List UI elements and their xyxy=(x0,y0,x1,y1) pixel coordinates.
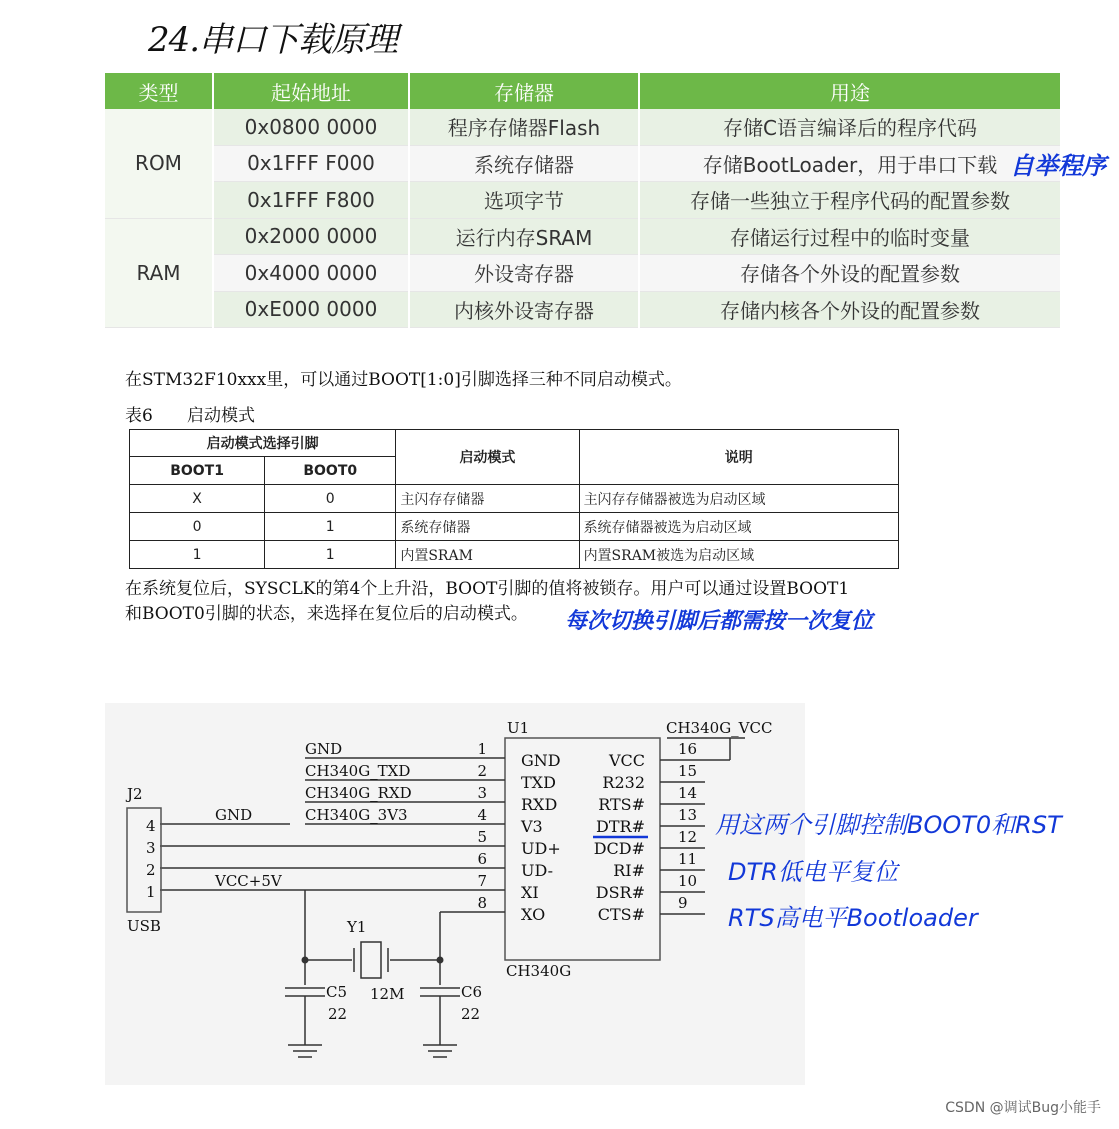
mem-cell: 外设寄存器 xyxy=(409,255,639,292)
header-usage: 用途 xyxy=(639,73,1061,109)
header-type: 类型 xyxy=(105,73,213,109)
pin-name: UD+ xyxy=(521,839,561,858)
pin-num: 6 xyxy=(477,850,487,868)
vcc-net-label: CH340G_VCC xyxy=(666,719,773,737)
rom-cell: ROM xyxy=(105,109,213,218)
net-rxd: CH340G_RXD xyxy=(305,784,412,802)
boot0-cell: 0 xyxy=(265,485,396,513)
j2-pin: 2 xyxy=(146,861,156,879)
use-cell: 存储C语言编译后的程序代码 xyxy=(639,109,1061,145)
addr-cell: 0xE000 0000 xyxy=(213,291,409,328)
pin-name: CTS# xyxy=(597,905,645,924)
after-text-line1: 在系统复位后，SYSCLK的第4个上升沿，BOOT引脚的值将被锁存。用户可以通过设置BOOT1 xyxy=(125,579,850,599)
header-boot0: BOOT0 xyxy=(265,457,396,485)
ram-cell: RAM xyxy=(105,218,213,328)
pin-num: 8 xyxy=(477,894,487,912)
bootloader-note: 自举程序 xyxy=(1010,152,1106,180)
pin-num: 14 xyxy=(678,784,698,802)
y1-value: 12M xyxy=(370,985,405,1003)
pin-name: RXD xyxy=(521,795,558,814)
pin-num: 11 xyxy=(678,850,698,868)
left-pin-lines xyxy=(160,758,505,912)
pin-name: XI xyxy=(521,883,539,902)
pin-name: DTR# xyxy=(596,817,645,836)
use-cell: 存储一些独立于程序代码的配置参数 xyxy=(639,182,1061,219)
pin-name: VCC xyxy=(608,751,645,770)
crystal-circuit xyxy=(285,890,460,1057)
use-cell: 存储BootLoader，用于串口下载 xyxy=(639,145,1061,182)
u1-label: U1 xyxy=(507,719,530,737)
net-gnd: GND xyxy=(305,740,343,758)
pin-num: 7 xyxy=(477,872,487,890)
mem-cell: 程序存储器Flash xyxy=(409,109,639,145)
addr-cell: 0x0800 0000 xyxy=(213,109,409,145)
addr-cell: 0x2000 0000 xyxy=(213,218,409,255)
mode-cell: 主闪存存储器 xyxy=(396,485,579,513)
table-caption-title: 启动模式 xyxy=(187,406,255,426)
annotation-rts: RTS高电平Bootloader xyxy=(728,904,978,932)
header-address: 起始地址 xyxy=(213,73,409,109)
mode-cell: 系统存储器 xyxy=(396,513,579,541)
pin-name: R232 xyxy=(602,773,645,792)
boot1-cell: X xyxy=(130,485,265,513)
pin-name: RI# xyxy=(613,861,645,880)
chip-name-label: CH340G xyxy=(506,962,572,980)
pin-num: 15 xyxy=(678,762,698,780)
after-text-line2: 和BOOT0引脚的状态，来选择在复位后的启动模式。 xyxy=(125,604,528,624)
pin-name: GND xyxy=(521,751,561,770)
j2-vcc-label: VCC+5V xyxy=(215,872,282,890)
use-cell: 存储内核各个外设的配置参数 xyxy=(639,291,1061,328)
pin-num: 16 xyxy=(678,740,698,758)
net-txd: CH340G_TXD xyxy=(305,762,411,780)
c5-value: 22 xyxy=(328,1005,348,1023)
pin-name: UD- xyxy=(521,861,554,880)
annotation-dtr: DTR低电平复位 xyxy=(728,858,898,886)
reset-note: 每次切换引脚后都需按一次复位 xyxy=(565,609,874,634)
mode-cell: 内置SRAM xyxy=(396,541,579,569)
pin-num: 3 xyxy=(477,784,487,802)
c6-label: C6 xyxy=(461,983,483,1001)
c5-label: C5 xyxy=(326,983,348,1001)
j2-gnd-label: GND xyxy=(215,806,253,824)
j2-connector xyxy=(127,808,161,912)
mem-cell: 选项字节 xyxy=(409,182,639,219)
intro-text: 在STM32F10xxx里，可以通过BOOT[1:0]引脚选择三种不同启动模式。 xyxy=(125,370,682,390)
boot0-cell: 1 xyxy=(265,541,396,569)
j2-pin: 3 xyxy=(146,839,156,857)
pin-num: 4 xyxy=(477,806,487,824)
mem-cell: 运行内存SRAM xyxy=(409,218,639,255)
desc-cell: 系统存储器被选为启动区域 xyxy=(579,513,898,541)
header-boot-pins: 启动模式选择引脚 xyxy=(130,430,396,457)
header-memory: 存储器 xyxy=(409,73,639,109)
j2-label: J2 xyxy=(127,785,143,803)
pin-name: V3 xyxy=(521,817,543,836)
header-boot-desc: 说明 xyxy=(579,430,898,485)
pin-num: 1 xyxy=(477,740,487,758)
header-boot-mode: 启动模式 xyxy=(396,430,579,485)
annotation-pins: 用这两个引脚控制BOOT0和RST xyxy=(715,811,1062,839)
y1-label: Y1 xyxy=(347,918,367,936)
pin-name: TXD xyxy=(521,773,556,792)
pin-num: 9 xyxy=(678,894,688,912)
addr-cell: 0x1FFF F000 xyxy=(213,145,409,182)
net-3v3: CH340G_3V3 xyxy=(305,806,408,824)
desc-cell: 主闪存存储器被选为启动区域 xyxy=(579,485,898,513)
pin-num: 10 xyxy=(678,872,698,890)
pin-name: DCD# xyxy=(593,839,645,858)
addr-cell: 0x4000 0000 xyxy=(213,255,409,292)
header-boot1: BOOT1 xyxy=(130,457,265,485)
page-heading: 24.串口下载原理 xyxy=(148,20,398,60)
boot1-cell: 1 xyxy=(130,541,265,569)
boot1-cell: 0 xyxy=(130,513,265,541)
pin-name: XO xyxy=(521,905,546,924)
j2-pin: 4 xyxy=(146,817,156,835)
pin-name: DSR# xyxy=(595,883,645,902)
pin-num: 5 xyxy=(477,828,487,846)
table-caption-label: 表6 xyxy=(125,406,153,426)
pin-name: RTS# xyxy=(598,795,645,814)
c6-value: 22 xyxy=(461,1005,481,1023)
use-cell: 存储运行过程中的临时变量 xyxy=(639,218,1061,255)
desc-cell: 内置SRAM被选为启动区域 xyxy=(579,541,898,569)
use-cell: 存储各个外设的配置参数 xyxy=(639,255,1061,292)
pin-num: 13 xyxy=(678,806,698,824)
pin-num: 2 xyxy=(477,762,487,780)
boot0-cell: 1 xyxy=(265,513,396,541)
j2-pin: 1 xyxy=(146,883,156,901)
mem-cell: 内核外设寄存器 xyxy=(409,291,639,328)
addr-cell: 0x1FFF F800 xyxy=(213,182,409,219)
pin-num: 12 xyxy=(678,828,698,846)
watermark: CSDN @调试Bug小能手 xyxy=(945,1100,1101,1116)
usb-label: USB xyxy=(127,917,161,935)
mem-cell: 系统存储器 xyxy=(409,145,639,182)
